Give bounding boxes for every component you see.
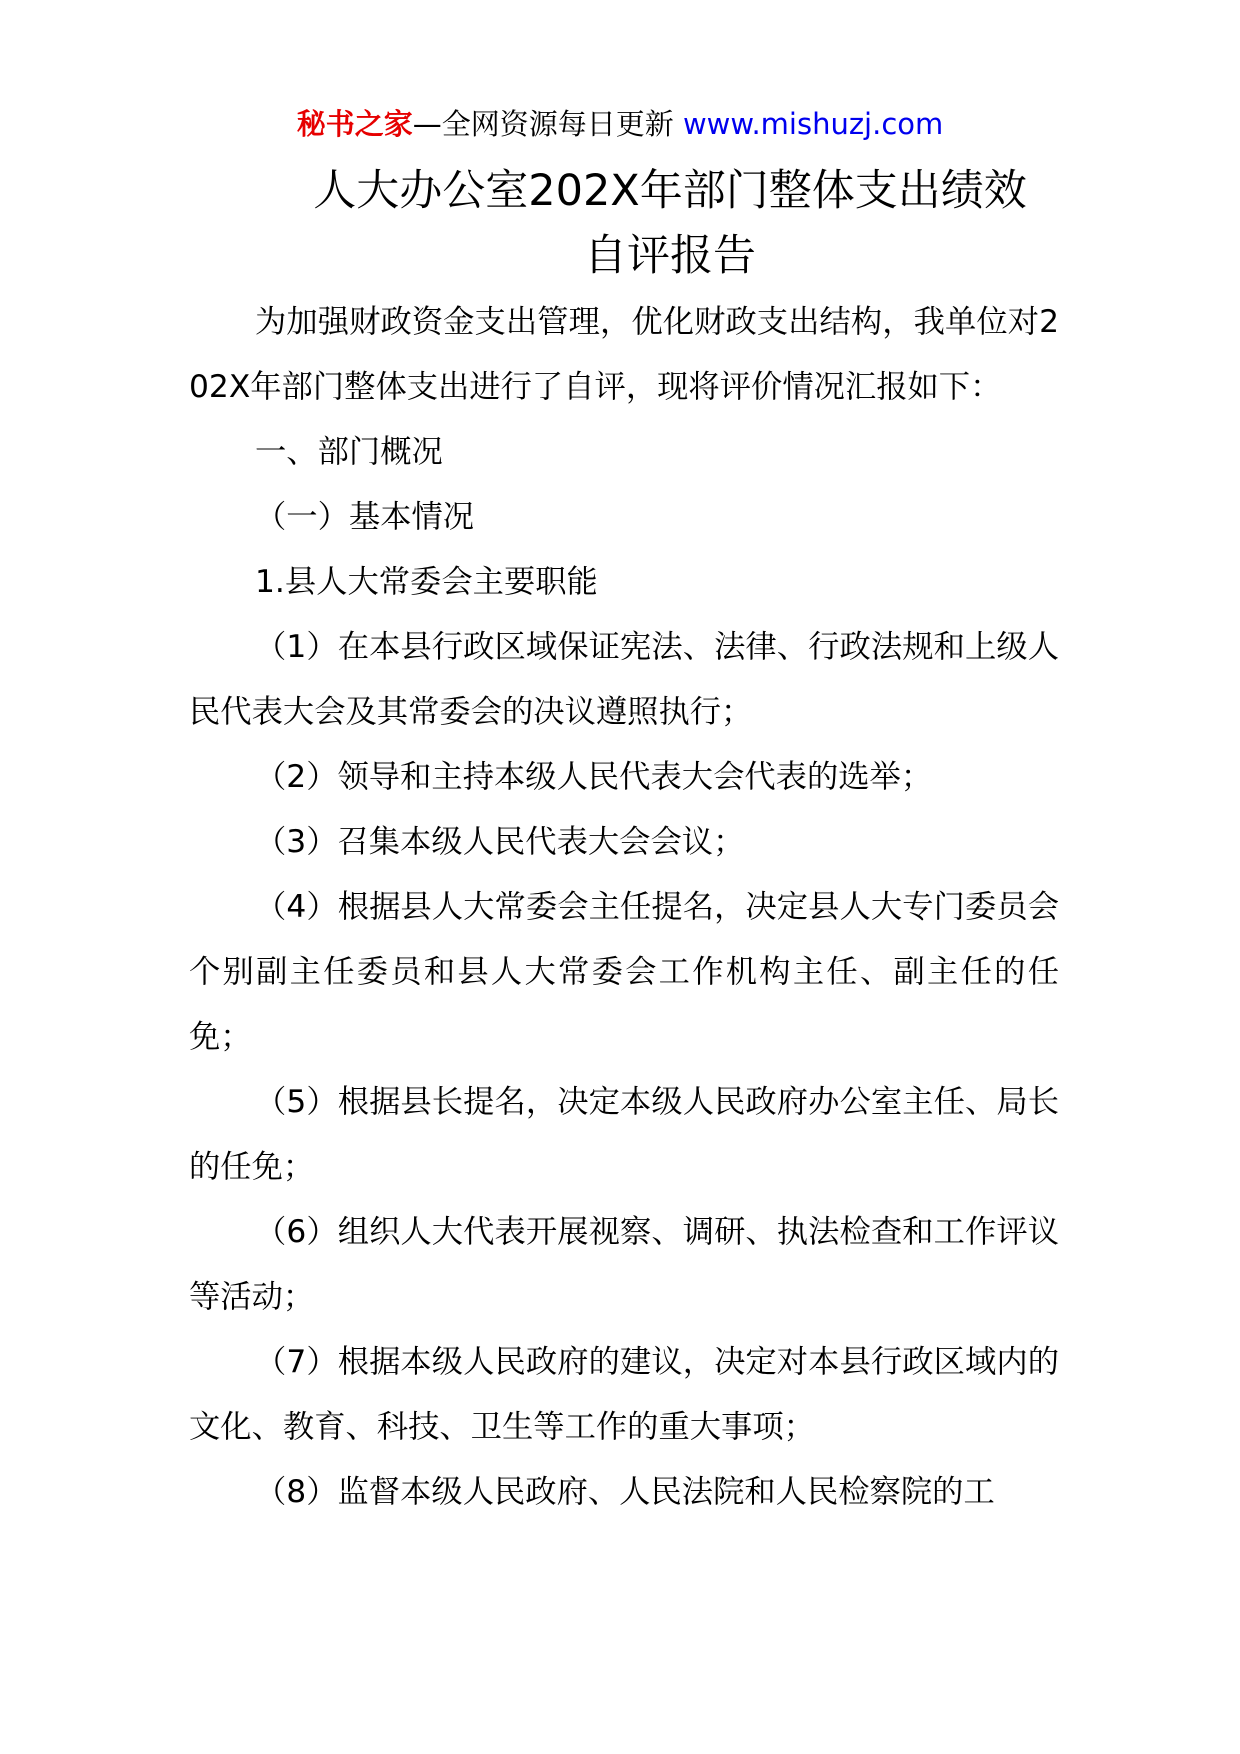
function-item-1: （1）在本县行政区域保证宪法、法律、行政法规和上级人民代表大会及其常委会的决议遵照执行；: [189, 629, 1059, 730]
function-item-2: （2）领导和主持本级人民代表大会代表的选举；: [255, 759, 933, 795]
function-item-5: （5）根据县长提名，决定本级人民政府办公室主任、局长的任免；: [189, 1084, 1059, 1185]
item-heading-functions: 1.县人大常委会主要职能: [255, 564, 598, 600]
function-item-7: （7）根据本级人民政府的建议，决定对本县行政区域内的文化、教育、科技、卫生等工作的重大事项；: [189, 1344, 1059, 1445]
intro-paragraph: 为加强财政资金支出管理，优化财政支出结构，我单位对202X年部门整体支出进行了自评，现将评价情况汇报如下：: [189, 304, 1059, 405]
document-title-line-1: 人大办公室202X年部门整体支出绩效: [313, 166, 1027, 216]
site-url-link[interactable]: www.mishuzj.com: [682, 107, 944, 141]
function-item-6: （6）组织人大代表开展视察、调研、执法检查和工作评议等活动；: [189, 1214, 1059, 1315]
function-item-8: （8）监督本级人民政府、人民法院和人民检察院的工: [255, 1474, 995, 1510]
subsection-heading-basic: （一）基本情况: [255, 499, 475, 535]
brand-name: 秘书之家: [296, 107, 413, 141]
header-tagline: —全网资源每日更新: [412, 107, 683, 141]
function-item-4: （4）根据县人大常委会主任提名，决定县人大专门委员会个别副主任委员和县人大常委会工作机构主任、副主任的任免；: [189, 889, 1059, 1055]
section-heading-overview: 一、部门概况: [255, 434, 443, 470]
document-title-line-2: 自评报告: [584, 231, 756, 281]
function-item-3: （3）召集本级人民代表大会会议；: [255, 824, 745, 860]
site-header: [0, 100, 1240, 148]
document-body: [189, 290, 1059, 1525]
